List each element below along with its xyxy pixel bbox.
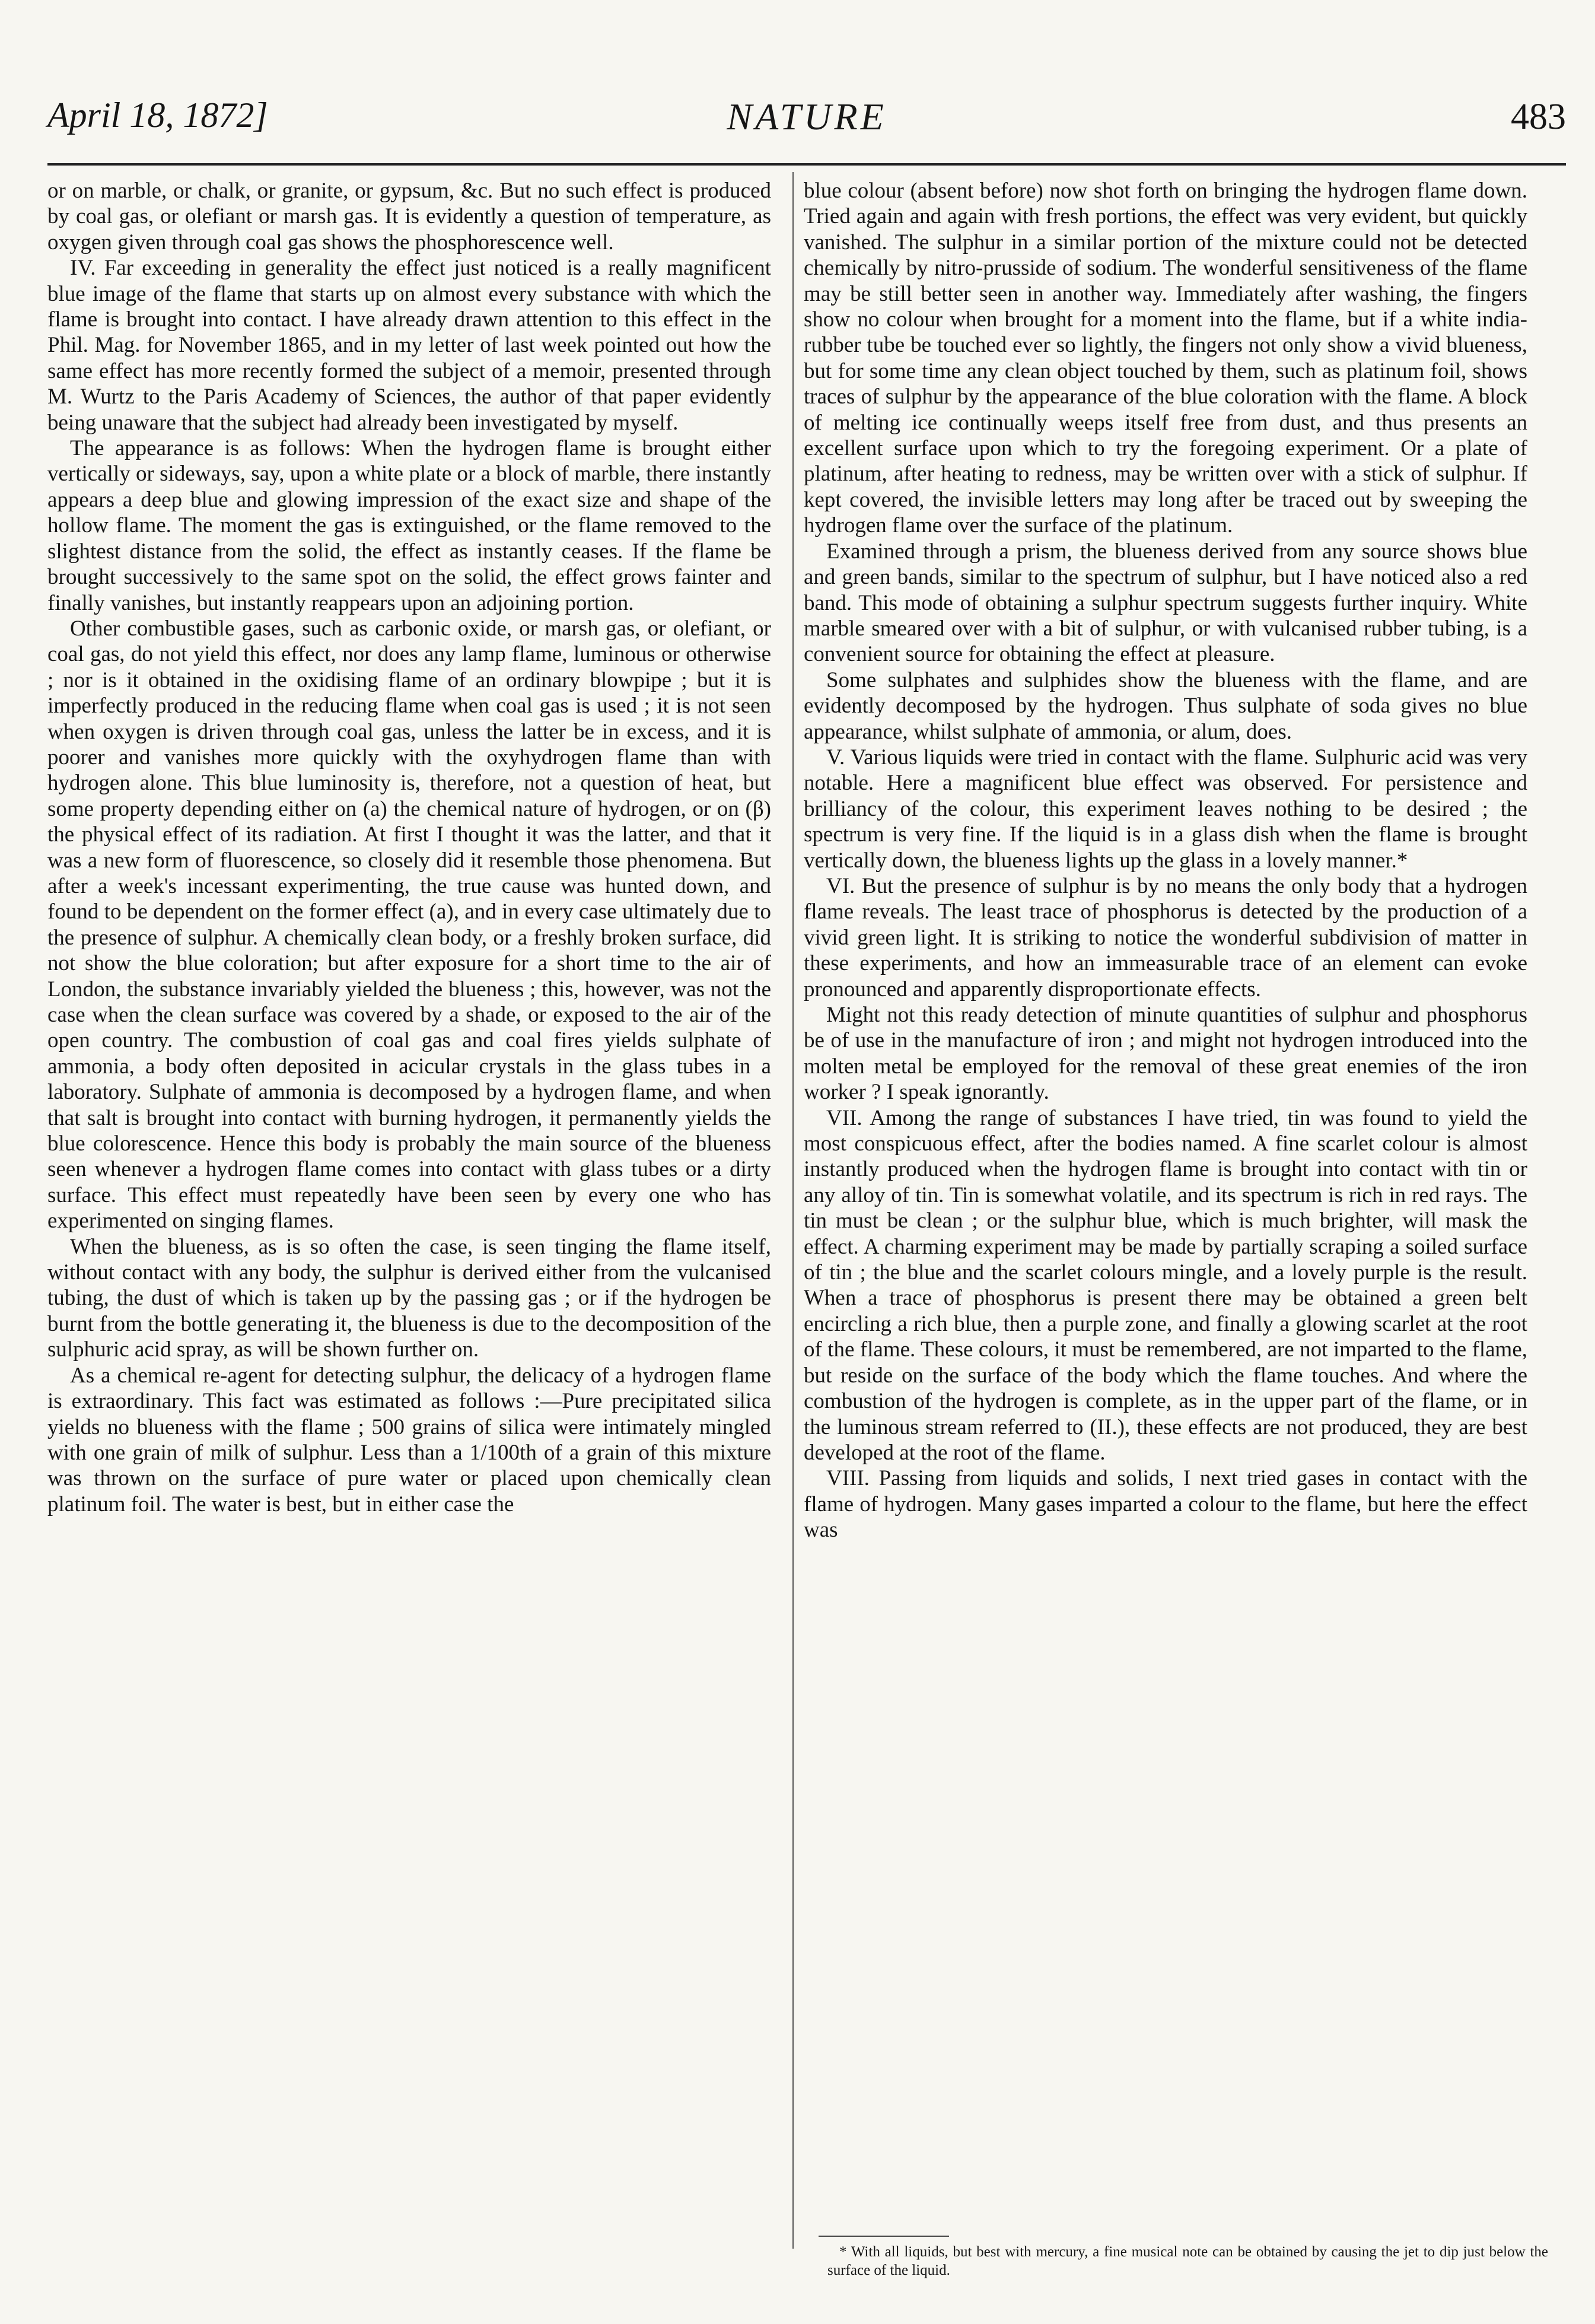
footnote-rule [819,2236,949,2237]
paragraph: IV. Far exceeding in generality the effect just noticed is a really magnificent blue image of the flame that starts up on almost every substance with which the flame is brought into contact. I have already drawn attention to this effect in the Phil. Mag. for November 1865, and in my letter of last week pointed out how the same effect has more recently formed the subject of a memoir, presented through M. Wurtz to the Paris Academy of Sciences, the author of that paper evidently being unaware that the subject had already been investigated by myself. [47,256,771,435]
paragraph: The appearance is as follows: When the hydrogen flame is brought either vertically or sideways, say, upon a white plate or a block of marble, there instantly appears a deep blue and glowing impression of the exact size and shape of the hollow flame. The moment the gas is extinguished, or the flame removed to the slightest distance from the solid, the effect as instantly ceases. If the flame be brought successively to the same spot on the solid, the effect grows fainter and finally vanishes, but instantly reappears upon an adjoining portion. [47,436,771,615]
page-number: 483 [1511,97,1566,137]
paragraph: Other combustible gases, such as carbonic oxide, or marsh gas, or olefiant, or coal gas, do not yield this effect, nor does any lamp flame, luminous or otherwise ; nor is it obtained in the oxidising flame of an ordinary blowpipe ; but it is imperfectly produced in the reducing flame when coal gas is used ; it is not seen when oxygen is driven through coal gas, unless the latter be in excess, and it is poorer and vanishes more quickly with the oxyhydrogen flame than with hydrogen alone. This blue luminosity is, therefore, not a question of heat, but some property depending either on (a) the chemical nature of hydrogen, or on (β) the physical effect of its radiation. At first I thought it was the latter, and that it was a new form of fluorescence, so closely did it resemble those phenomena. But after a week's incessant experimenting, the true cause was hunted down, and found to be dependent on the former effect (a), and in every case ultimately due to the presence of sulphur. A chemically clean body, or a freshly broken surface, did not show the blue coloration; but after exposure for a short time to the air of London, the substance invariably yielded the blueness ; this, however, was not the case when the clean surface was covered by a shade, or exposed to the air of the open country. The combustion of coal gas and coal fires yields sulphate of ammonia, a body often deposited in acicular crystals in the glass tubes in a laboratory. Sulphate of ammonia is decomposed by a hydrogen flame, and when that salt is brought into contact with burning hydrogen, it permanently yields the blue colorescence. Hence this body is probably the main source of the blueness seen whenever a hydrogen flame comes into contact with glass tubes or a dirty surface. This effect must repeatedly have been seen by every one who has experimented on singing flames. [47,616,771,1233]
page-header [47,95,1566,160]
footnote: * With all liquids, but best with mercury, a fine musical note can be obtained by causing the jet to dip just below the surface of the liquid. [827,2244,1548,2278]
paragraph: VII. Among the range of substances I have tried, tin was found to yield the most conspicuous effect, after the bodies named. A fine scarlet colour is almost instantly produced when the hydrogen flame is brought into contact with tin or any alloy of tin. Tin is somewhat volatile, and its spectrum is rich in red rays. The tin must be clean ; or the sulphur blue, which is much brighter, will mask the effect. A charming experiment may be made by partially scraping a soiled surface of tin ; the blue and the scarlet colours mingle, and a lovely purple is the result. When a trace of phosphorus is present there may be obtained a green belt encircling a rich blue, then a purple zone, and finally a glowing scarlet at the root of the flame. These colours, it must be remembered, are not imparted to the flame, but reside on the surface of the body which the flame touches. And where the combustion of the hydrogen is complete, as in the upper part of the flame, or in the luminous stream referred to (II.), these effects are not produced, they are best developed at the root of the flame. [804,1105,1527,1465]
journal-title: NATURE [727,96,887,138]
paragraph: V. Various liquids were tried in contact with the flame. Sulphuric acid was very notable. Here a magnificent blue effect was observed. For persistence and brilliancy of the colour, this experiment leaves nothing to be desired ; the spectrum is very fine. If the liquid is in a glass dish when the flame is brought vertically down, the blueness lights up the glass in a lovely manner.* [804,745,1527,873]
paragraph: Might not this ready detection of minute quantities of sulphur and phosphorus be of use in the manufacture of iron ; and might not hydrogen introduced into the molten metal be employed for the removal of these great enemies of the iron worker ? I speak ignorantly. [804,1003,1527,1105]
paragraph: or on marble, or chalk, or granite, or gypsum, &c. But no such effect is produced by coal gas, or olefiant or marsh gas. It is evidently a question of temperature, as oxygen given through coal gas shows the phosphorescence well. [47,179,771,255]
paragraph: Examined through a prism, the blueness derived from any source shows blue and green bands, similar to the spectrum of sulphur, but I have noticed also a red band. This mode of obtaining a sulphur spectrum suggests further inquiry. White marble smeared over with a bit of sulphur, or with vulcanised rubber tubing, is a convenient source for obtaining the effect at pleasure. [804,539,1527,667]
paragraph: As a chemical re-agent for detecting sulphur, the delicacy of a hydrogen flame is extraordinary. This fact was estimated as follows :—Pure precipitated silica yields no blueness with the flame ; 500 grains of silica were intimately mingled with one grain of milk of sulphur. Less than a 1/100th of a grain of this mixture was thrown on the surface of pure water or placed upon chemically clean platinum foil. The water is best, but in either case the [47,1363,771,1517]
right-column [804,178,1527,2225]
paragraph: VIII. Passing from liquids and solids, I next tried gases in contact with the flame of hydrogen. Many gases imparted a colour to the flame, but here the effect was [804,1466,1527,1543]
issue-date: April 18, 1872] [47,96,268,135]
paragraph: Some sulphates and sulphides show the blueness with the flame, and are evidently decomposed by the hydrogen. Thus sulphate of soda gives no blue appearance, whilst sulphate of ammonia, or alum, does. [804,667,1527,744]
paragraph: VI. But the presence of sulphur is by no means the only body that a hydrogen flame reveals. The least trace of phosphorus is detected by the production of a vivid green light. It is striking to notice the wonderful subdivision of matter in these experiments, and how an immeasurable trace of an element can evoke pronounced and apparently disproportionate effects. [804,873,1527,1002]
paragraph: When the blueness, as is so often the case, is seen tinging the flame itself, without contact with any body, the sulphur is derived either from the vulcanised tubing, the dust of which is taken up by the passing gas ; or if the hydrogen be burnt from the bottle generating it, the blueness is due to the decomposition of the sulphuric acid spray, as will be shown further on. [47,1234,771,1362]
paragraph: blue colour (absent before) now shot forth on bringing the hydrogen flame down. Tried again and again with fresh portions, the effect was very evident, but quickly vanished. The sulphur in a similar portion of the mixture could not be detected chemically by nitro-prusside of sodium. The wonderful sensitiveness of the flame may be still better seen in another way. Immediately after washing, the fingers show no colour when brought for a moment into the flame, but if a white india-rubber tube be touched ever so lightly, the fingers not only show a vivid blueness, but for some time any clean object touched by them, such as platinum foil, shows traces of sulphur by the appearance of the blue coloration with the flame. A block of melting ice continually weeps itself free from dust, and thus presents an excellent surface upon which to try the foregoing experiment. Or a plate of platinum, after heating to redness, may be written over with a stick of sulphur. If kept covered, the invisible letters may long after be traced out by sweeping the hydrogen flame over the surface of the platinum. [804,179,1527,538]
header-rule [47,163,1566,166]
column-divider [792,172,794,2249]
left-column [47,178,771,2225]
